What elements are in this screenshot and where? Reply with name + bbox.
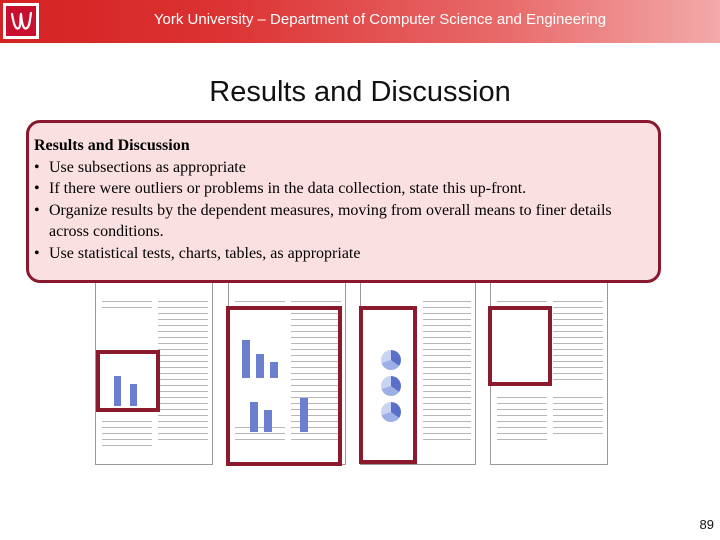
- callout-box: [26, 120, 661, 283]
- header-banner: [0, 0, 720, 43]
- logo-mark: [6, 6, 36, 36]
- slide-number: 89: [699, 517, 714, 532]
- header-title: York University – Department of Computer Science and Engineering: [153, 11, 607, 28]
- bullet-text: Use statistical tests, charts, tables, as appropriate: [49, 244, 361, 262]
- bullet-mark: •: [34, 244, 40, 262]
- bullet-item: [34, 178, 648, 200]
- bullet-text: If there were outliers or problems in the data collection, state this up-front.: [49, 180, 527, 197]
- figure-highlight-4: [488, 306, 552, 386]
- callout-heading: Results and Discussion: [34, 137, 190, 154]
- logo-glyph-icon: [6, 6, 36, 36]
- bullet-text: Organize results by the dependent measures, moving from overall means to finer details across conditions.: [49, 201, 612, 240]
- figure-highlight-3: [359, 306, 417, 464]
- bullet-text: Use subsections as appropriate: [49, 158, 246, 176]
- figure-highlight-1: [96, 350, 160, 412]
- figure-highlight-2: [226, 306, 342, 466]
- slide-title: Results and Discussion: [209, 76, 511, 108]
- callout-text: [34, 135, 648, 264]
- university-logo: [3, 3, 39, 39]
- bullet-item: [34, 200, 648, 243]
- bullet-item: [34, 157, 648, 179]
- bullet-mark: •: [34, 180, 40, 197]
- bullet-mark: •: [34, 158, 40, 176]
- bullet-mark: •: [34, 201, 40, 219]
- bullet-item: [34, 243, 648, 265]
